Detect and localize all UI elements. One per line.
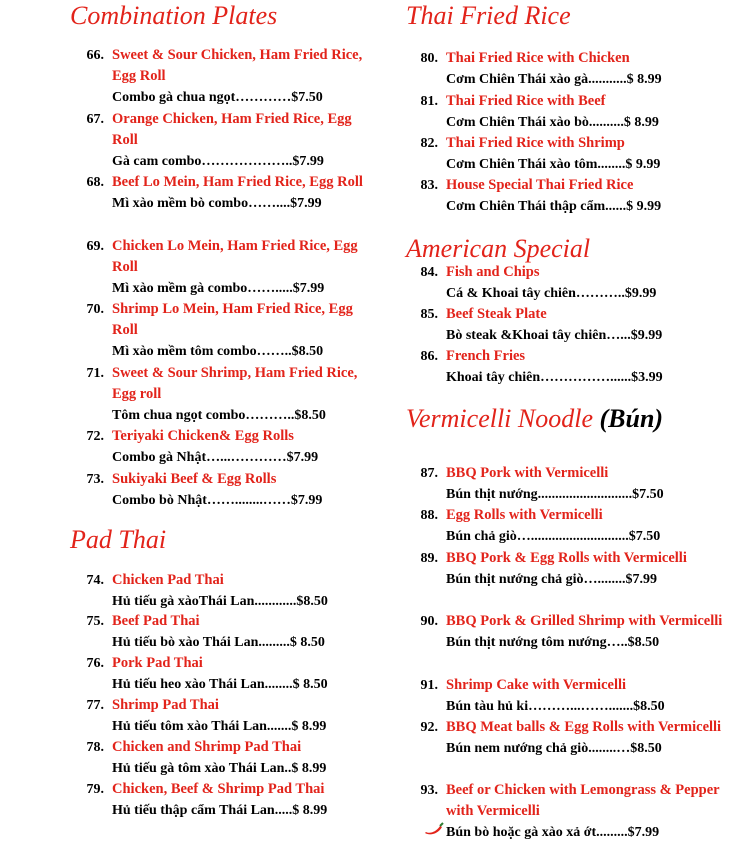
item-name: Chicken Pad Thai	[112, 572, 224, 588]
item-vietnamese-price: Cá & Khoai tây chiên………..$9.99	[446, 286, 657, 301]
menu-item-75[interactable]	[70, 611, 370, 653]
item-name: House Special Thai Fried Rice	[446, 177, 634, 193]
item-name: BBQ Pork & Egg Rolls with Vermicelli	[446, 550, 687, 566]
item-vietnamese-price: Tôm chua ngọt combo………..$8.50	[112, 408, 326, 423]
item-vietnamese-price: Combo gà Nhật…...…………$7.99	[112, 450, 319, 465]
menu-item-72[interactable]	[70, 426, 370, 468]
item-vietnamese-price: Hủ tiếu heo xào Thái Lan........$ 8.50	[112, 677, 328, 692]
item-name: BBQ Pork with Vermicelli	[446, 465, 609, 481]
item-number: 90.	[420, 614, 438, 629]
item-name: Beef Steak Plate	[446, 306, 547, 322]
item-number: 92.	[420, 720, 438, 735]
menu-item-74[interactable]	[70, 570, 370, 612]
item-vietnamese-price: Bún thịt nướng...........................$7.50	[446, 487, 664, 502]
item-name: Shrimp Cake with Vermicelli	[446, 677, 627, 693]
item-number: 80.	[420, 51, 438, 66]
item-number: 86.	[420, 349, 438, 364]
item-number: 76.	[86, 656, 104, 671]
item-number: 84.	[420, 265, 438, 280]
menu-item-68[interactable]	[70, 172, 370, 214]
item-name: Chicken, Beef & Shrimp Pad Thai	[112, 781, 325, 797]
item-name: Egg Rolls with Vermicelli	[446, 507, 603, 523]
section-title: Thai Fried Rice	[406, 1, 571, 30]
item-name: Shrimp Lo Mein, Ham Fried Rice, Egg Roll	[112, 301, 353, 338]
item-number: 73.	[86, 472, 104, 487]
item-number: 68.	[86, 175, 104, 190]
item-name: Shrimp Pad Thai	[112, 697, 219, 713]
item-name: Sweet & Sour Shrimp, Ham Fried Rice, Egg roll	[112, 365, 358, 402]
item-name: Teriyaki Chicken& Egg Rolls	[112, 428, 294, 444]
item-vietnamese-price: Bò steak &Khoai tây chiên…...$9.99	[446, 328, 663, 343]
item-name: Thai Fried Rice with Beef	[446, 93, 606, 109]
menu-item-81[interactable]	[404, 91, 724, 133]
item-number: 66.	[86, 48, 104, 63]
menu-item-85[interactable]	[404, 304, 724, 346]
menu-item-80[interactable]	[404, 48, 724, 90]
item-name: Pork Pad Thai	[112, 655, 203, 671]
item-name: Chicken and Shrimp Pad Thai	[112, 739, 302, 755]
item-number: 89.	[420, 551, 438, 566]
menu-item-83[interactable]	[404, 175, 724, 217]
item-number: 70.	[86, 302, 104, 317]
menu-item-93[interactable]	[404, 780, 724, 843]
menu-item-91[interactable]	[404, 675, 724, 717]
menu-item-66[interactable]	[70, 45, 370, 108]
item-vietnamese-price: Bún thịt nướng tôm nướng…..$8.50	[446, 635, 660, 650]
item-number: 82.	[420, 136, 438, 151]
item-name: Orange Chicken, Ham Fried Rice, Egg Roll	[112, 111, 352, 148]
item-number: 91.	[420, 678, 438, 693]
item-vietnamese-price: Cơm Chiên Thái xào bò..........$ 8.99	[446, 115, 659, 130]
section-title	[406, 405, 663, 433]
menu-item-90[interactable]	[404, 611, 724, 653]
menu-item-87[interactable]	[404, 463, 724, 505]
item-number: 77.	[86, 698, 104, 713]
chili-pepper-icon	[424, 822, 444, 836]
item-name: Thai Fried Rice with Chicken	[446, 50, 630, 66]
item-name: French Fries	[446, 348, 526, 364]
item-number: 87.	[420, 466, 438, 481]
item-name: Beef Pad Thai	[112, 613, 200, 629]
item-vietnamese-price: Bún tàu hủ ki………...…….......$8.50	[446, 699, 665, 714]
item-number: 72.	[86, 429, 104, 444]
menu-item-73[interactable]	[70, 469, 370, 511]
item-name: Sweet & Sour Chicken, Ham Fried Rice, Egg Roll	[112, 47, 363, 84]
menu-item-88[interactable]	[404, 505, 724, 547]
section-title: American Special	[406, 234, 591, 263]
section-title: Pad Thai	[70, 525, 167, 554]
item-number: 81.	[420, 94, 438, 109]
item-number: 79.	[86, 782, 104, 797]
item-vietnamese-price: Bún nem nướng chả giò........…$8.50	[446, 741, 662, 756]
item-vietnamese-price: Bún bò hoặc gà xào xả ớt.........$7.99	[446, 825, 660, 840]
menu-item-78[interactable]	[70, 737, 370, 779]
item-vietnamese-price: Hủ tiếu tôm xào Thái Lan.......$ 8.99	[112, 719, 327, 734]
item-vietnamese-price: Cơm Chiên Thái thập cẩm......$ 9.99	[446, 199, 662, 214]
item-vietnamese-price: Hủ tiếu thập cẩm Thái Lan.....$ 8.99	[112, 803, 328, 818]
menu-item-84[interactable]	[404, 262, 724, 304]
item-name: BBQ Pork & Grilled Shrimp with Vermicelli	[446, 613, 723, 629]
item-vietnamese-price: Hủ tiếu gà tôm xào Thái Lan..$ 8.99	[112, 761, 327, 776]
section-title-vietnamese: (Bún)	[599, 404, 664, 433]
item-vietnamese-price: Mì xào mềm gà combo…….....$7.99	[112, 281, 325, 296]
item-number: 85.	[420, 307, 438, 322]
menu-item-92[interactable]	[404, 717, 724, 759]
menu-item-71[interactable]	[70, 363, 370, 426]
item-name: BBQ Meat balls & Egg Rolls with Vermicelli	[446, 719, 722, 735]
menu-item-70[interactable]	[70, 299, 370, 362]
item-number: 88.	[420, 508, 438, 523]
menu-item-69[interactable]	[70, 236, 370, 299]
item-name: Sukiyaki Beef & Egg Rolls	[112, 471, 277, 487]
item-vietnamese-price: Hủ tiếu gà xàoThái Lan............$8.50	[112, 594, 328, 609]
item-number: 74.	[86, 573, 104, 588]
item-number: 83.	[420, 178, 438, 193]
item-vietnamese-price: Cơm Chiên Thái xào gà...........$ 8.99	[446, 72, 662, 87]
item-vietnamese-price: Gà cam combo………………..$7.99	[112, 154, 324, 169]
item-name: Fish and Chips	[446, 264, 540, 280]
item-number: 69.	[86, 239, 104, 254]
item-vietnamese-price: Mì xào mềm tôm combo……..$8.50	[112, 344, 324, 359]
item-name: Thai Fried Rice with Shrimp	[446, 135, 625, 151]
item-name: Beef or Chicken with Lemongrass & Pepper with Vermicelli	[446, 782, 720, 819]
item-vietnamese-price: Cơm Chiên Thái xào tôm........$ 9.99	[446, 157, 661, 172]
menu-item-67[interactable]	[70, 109, 370, 172]
section-title-main: Vermicelli Noodle	[406, 404, 594, 433]
item-vietnamese-price: Hủ tiếu bò xào Thái Lan.........$ 8.50	[112, 635, 325, 650]
menu-item-89[interactable]	[404, 548, 724, 590]
menu-item-82[interactable]	[404, 133, 724, 175]
item-vietnamese-price: Khoai tây chiên……………......$3.99	[446, 370, 663, 385]
menu-item-77[interactable]	[70, 695, 370, 737]
item-name: Chicken Lo Mein, Ham Fried Rice, Egg Roll	[112, 238, 358, 275]
item-vietnamese-price: Bún thịt nướng chả giò…........$7.99	[446, 572, 658, 587]
item-vietnamese-price: Combo bò Nhật……........……$7.99	[112, 493, 323, 508]
item-number: 71.	[86, 366, 104, 381]
item-number: 75.	[86, 614, 104, 629]
menu-item-86[interactable]	[404, 346, 724, 388]
item-vietnamese-price: Bún chả giò…............................$7.50	[446, 529, 661, 544]
item-vietnamese-price: Mì xào mềm bò combo……....$7.99	[112, 196, 322, 211]
item-number: 93.	[420, 783, 438, 798]
item-name: Beef Lo Mein, Ham Fried Rice, Egg Roll	[112, 174, 363, 190]
menu-item-79[interactable]	[70, 779, 370, 821]
menu-item-76[interactable]	[70, 653, 370, 695]
item-number: 67.	[86, 112, 104, 127]
item-vietnamese-price: Combo gà chua ngọt…………$7.50	[112, 90, 323, 105]
item-number: 78.	[86, 740, 104, 755]
section-title: Combination Plates	[70, 1, 278, 30]
